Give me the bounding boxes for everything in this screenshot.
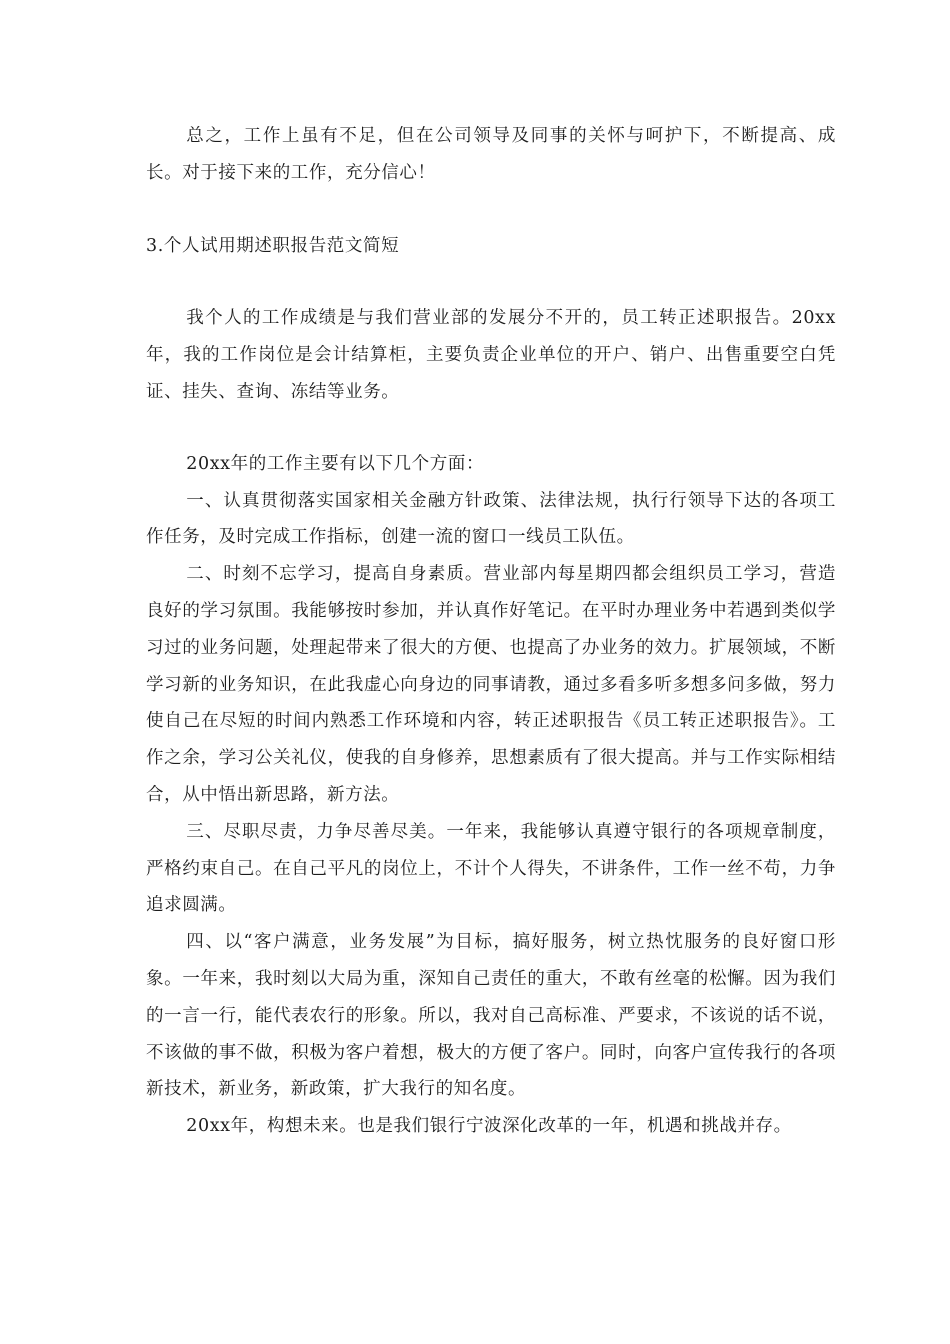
- spacer: [146, 264, 836, 300]
- point-four-paragraph: 四、以“客户满意，业务发展”为目标，搞好服务，树立热忱服务的良好窗口形象。一年来，我时刻以大局为重，深知自己责任的重大，不敢有丝毫的松懈。因为我们的一言一行，能代表农行的形象。所以，我对自己高标准、严要求，不该说的话不说，不该做的事不做，积极为客户着想，极大的方便了客户。同时，向客户宣传我行的各项新技术，新业务，新政策，扩大我行的知名度。: [146, 932, 836, 1100]
- aspects-intro-paragraph: 20xx年的工作主要有以下几个方面：: [186, 453, 485, 474]
- point-three-paragraph: 三、尽职尽责，力争尽善尽美。一年来，我能够认真遵守银行的各项规章制度，严格约束自己。在自己平凡的岗位上，不计个人得失，不讲条件，工作一丝不苟，力争追求圆满。: [146, 821, 836, 916]
- spacer: [146, 411, 836, 446]
- document-body: [146, 118, 836, 1145]
- closing-paragraph: 总之，工作上虽有不足，但在公司领导及同事的关怀与呵护下，不断提高、成长。对于接下来的工作，充分信心！: [146, 126, 836, 183]
- point-two-paragraph: 二、时刻不忘学习，提高自身素质。营业部内每星期四都会组织员工学习，营造良好的学习氛围。我能够按时参加，并认真作好笔记。在平时办理业务中若遇到类似学习过的业务问题，处理起带来了很大的方便、也提高了办业务的效力。扩展领域，不断学习新的业务知识，在此我虚心向身边的同事请教，通过多看多听多想多问多做，努力使自己在尽短的时间内熟悉工作环境和内容，转正述职报告《员工转正述职报告》。工作之余，学习公关礼仪，使我的自身修养，思想素质有了很大提高。并与工作实际相结合，从中悟出新思路，新方法。: [146, 564, 836, 805]
- point-one-paragraph: 一、认真贯彻落实国家相关金融方针政策、法律法规，执行行领导下达的各项工作任务，及时完成工作指标，创建一流的窗口一线员工队伍。: [146, 490, 836, 548]
- spacer: [146, 192, 836, 228]
- section-heading: 3.个人试用期述职报告范文简短: [146, 235, 400, 256]
- intro-paragraph: 我个人的工作成绩是与我们营业部的发展分不开的，员工转正述职报告。20xx年，我的工作岗位是会计结算柜，主要负责企业单位的开户、销户、出售重要空白凭证、挂失、查询、冻结等业务。: [146, 308, 836, 402]
- outlook-paragraph: 20xx年，构想未来。也是我们银行宁波深化改革的一年，机遇和挑战并存。: [186, 1116, 792, 1137]
